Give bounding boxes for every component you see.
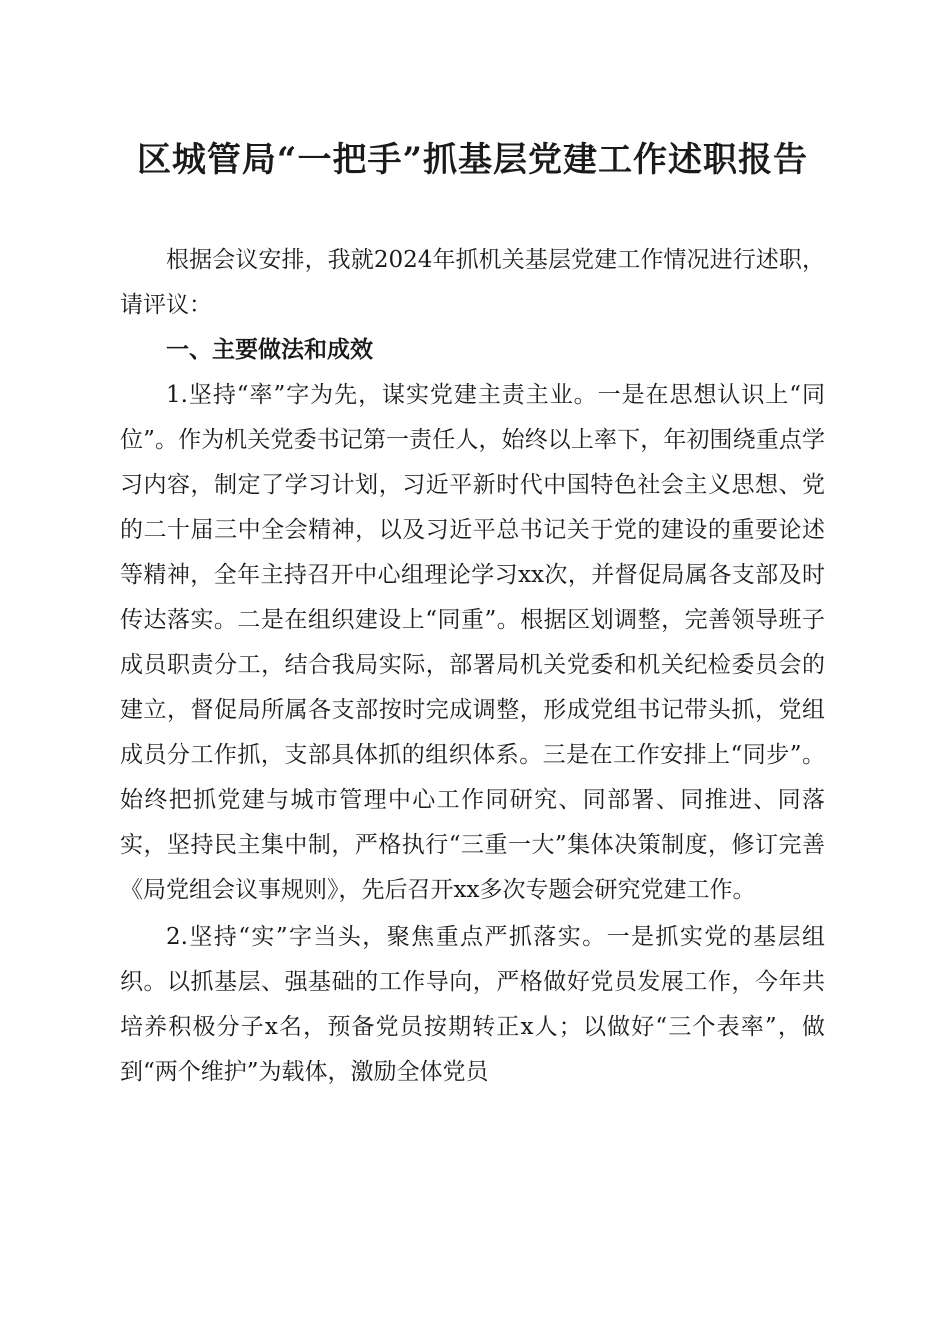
document-title: 区城管局“一把手”抓基层党建工作述职报告 <box>136 140 809 180</box>
section-heading: 一、主要做法和成效 <box>166 337 373 363</box>
document-page <box>120 130 825 1095</box>
body-paragraph-2: 2.坚持“实”字当头，聚焦重点严抓落实。一是抓实党的基层组织。以抓基层、强基础的工作导向，严格做好党员发展工作，今年共培养积极分子x名，预备党员按期转正x人；以做好“三个表率”，做到“两个维护”为载体，激励全体党员 <box>120 924 825 1085</box>
body-paragraph-1: 1.坚持“率”字为先，谋实党建主责主业。一是在思想认识上“同位”。作为机关党委书记第一责任人，始终以上率下，年初围绕重点学习内容，制定了学习计划，习近平新时代中国特色社会主义思想、党的二十届三中全会精神，以及习近平总书记关于党的建设的重要论述等精神，全年主持召开中心组理论学习xx次，并督促局属各支部及时传达落实。二是在组织建设上“同重”。根据区划调整，完善领导班子成员职责分工，结合我局实际，部署局机关党委和机关纪检委员会的建立，督促局所属各支部按时完成调整，形成党组书记带头抓，党组成员分工作抓，支部具体抓的组织体系。三是在工作安排上“同步”。始终把抓党建与城市管理中心工作同研究、同部署、同推进、同落实，坚持民主集中制，严格执行“三重一大”集体决策制度，修订完善《局党组会议事规则》，先后召开xx多次专题会研究党建工作。 <box>120 382 825 903</box>
intro-paragraph: 根据会议安排，我就2024年抓机关基层党建工作情况进行述职，请评议： <box>120 247 825 318</box>
